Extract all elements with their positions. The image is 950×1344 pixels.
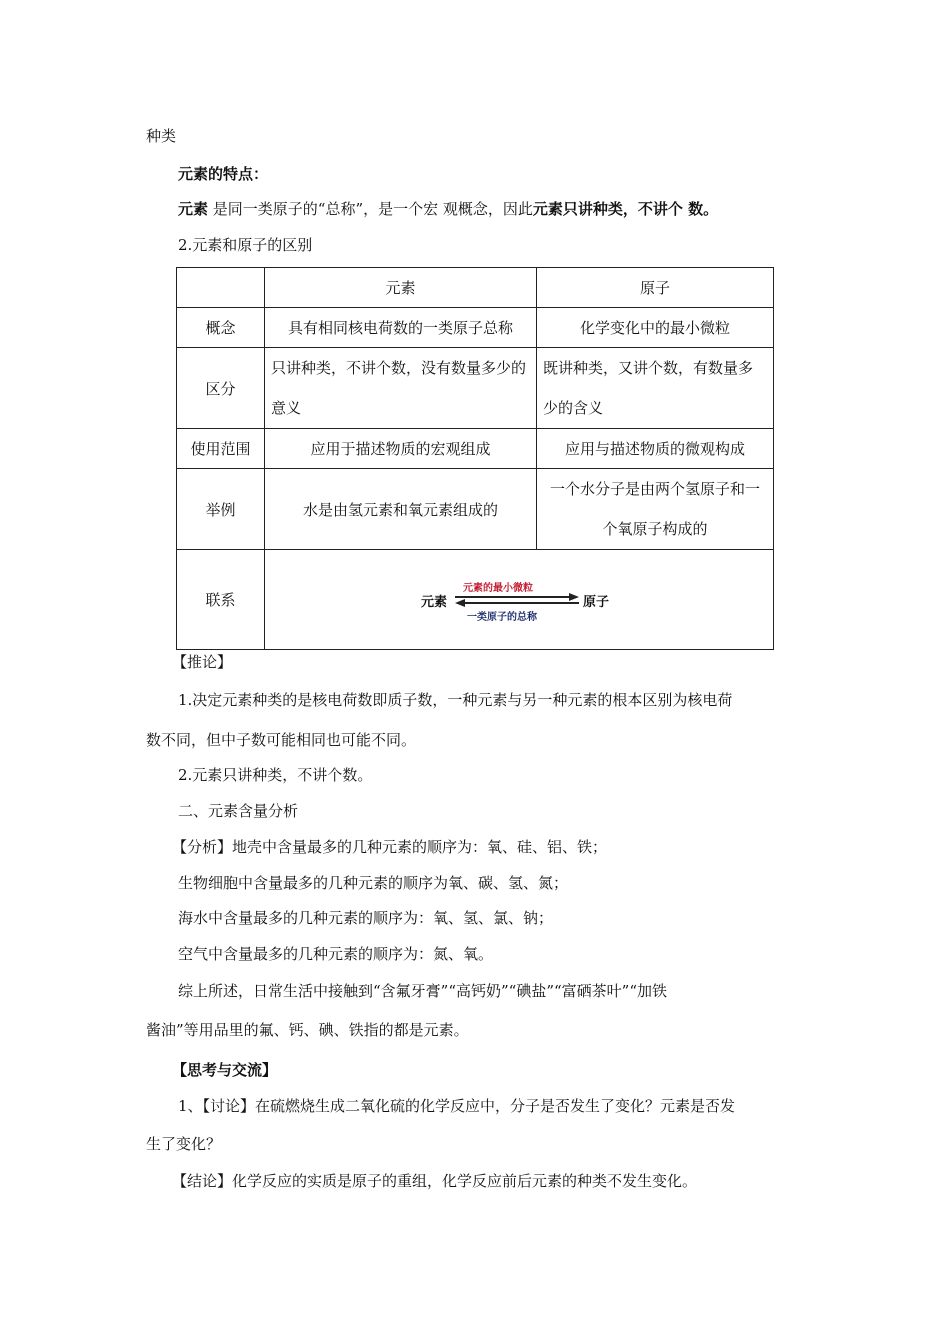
content-heading: 二、元素含量分析 bbox=[178, 802, 299, 820]
row-atom-value: 化学变化中的最小微粒 bbox=[537, 308, 774, 348]
relation-top-text: 元素的最小微粒 bbox=[463, 582, 533, 594]
top-label: 种类 bbox=[146, 127, 177, 145]
row-element-value: 应用于描述物质的宏观组成 bbox=[265, 429, 537, 469]
discussion-line2: 生了变化？ bbox=[146, 1135, 222, 1153]
table-row bbox=[177, 429, 774, 469]
feature-line bbox=[178, 199, 718, 219]
table-row-relation bbox=[177, 550, 774, 650]
table-header-element: 元素 bbox=[265, 268, 537, 308]
analysis-line: 空气中含量最多的几种元素的顺序为：氮、氧。 bbox=[178, 945, 494, 963]
inference-p2: 2.元素只讲种类，不讲个数。 bbox=[178, 766, 373, 784]
summary-line1: 综上所述，日常生活中接触到“含氟牙膏”“高钙奶”“碘盐”“富硒茶叶”“加铁 bbox=[178, 982, 668, 1000]
row-atom-value: 一个水分子是由两个氢原子和一个氧原子构成的 bbox=[537, 469, 774, 550]
section-heading: 2.元素和原子的区别 bbox=[178, 236, 313, 254]
relation-right: 原子 bbox=[583, 594, 610, 610]
row-element-value: 水是由氢元素和氧元素组成的 bbox=[265, 469, 537, 550]
inference-heading: 【推论】 bbox=[172, 653, 233, 671]
table-header-atom: 原子 bbox=[537, 268, 774, 308]
conclusion: 【结论】化学反应的实质是原子的重组，化学反应前后元素的种类不发生变化。 bbox=[172, 1172, 698, 1190]
row-label: 概念 bbox=[177, 308, 265, 348]
analysis-line: 【分析】地壳中含量最多的几种元素的顺序为：氧、硅、铝、铁； bbox=[172, 838, 608, 856]
table-row bbox=[177, 469, 774, 550]
think-heading: 【思考与交流】 bbox=[172, 1061, 278, 1079]
feature-term: 元素 bbox=[178, 200, 209, 218]
inference-p1-line1: 1.决定元素种类的是核电荷数即质子数，一种元素与另一种元素的根本区别为核电荷 bbox=[178, 691, 733, 709]
feature-desc: 是同一类原子的“总称”，是一个宏 观概念，因此 bbox=[208, 200, 533, 218]
row-label: 举例 bbox=[177, 469, 265, 550]
row-label: 使用范围 bbox=[177, 429, 265, 469]
summary-line2: 酱油”等用品里的氟、钙、碘、铁指的都是元素。 bbox=[146, 1021, 469, 1039]
table-header-empty bbox=[177, 268, 265, 308]
inference-p1-line2: 数不同，但中子数可能相同也可能不同。 bbox=[146, 731, 417, 749]
relation-diagram bbox=[419, 570, 619, 630]
comparison-table bbox=[176, 267, 774, 650]
row-element-value: 只讲种类，不讲个数，没有数量多少的意义 bbox=[265, 348, 537, 429]
relation-bottom-text: 一类原子的总称 bbox=[467, 611, 537, 623]
analysis-line: 海水中含量最多的几种元素的顺序为：氧、氢、氯、钠； bbox=[178, 909, 554, 927]
row-label: 联系 bbox=[177, 550, 265, 650]
row-atom-value: 既讲种类，又讲个数，有数量多少的含义 bbox=[537, 348, 774, 429]
feature-heading: 元素的特点： bbox=[178, 165, 269, 183]
discussion-line1: 1、【讨论】在硫燃烧生成二氧化硫的化学反应中，分子是否发生了变化？元素是否发 bbox=[178, 1097, 736, 1115]
feature-emphasis: 元素只讲种类，不讲个 数。 bbox=[532, 200, 719, 218]
analysis-line: 生物细胞中含量最多的几种元素的顺序为氧、碳、氢、氮； bbox=[178, 874, 569, 892]
relation-left: 元素 bbox=[421, 594, 448, 610]
row-label: 区分 bbox=[177, 348, 265, 429]
table-row bbox=[177, 308, 774, 348]
row-element-value: 具有相同核电荷数的一类原子总称 bbox=[265, 308, 537, 348]
relation-cell bbox=[265, 550, 774, 650]
table-header-row bbox=[177, 268, 774, 308]
row-atom-value: 应用与描述物质的微观构成 bbox=[537, 429, 774, 469]
table-row bbox=[177, 348, 774, 429]
